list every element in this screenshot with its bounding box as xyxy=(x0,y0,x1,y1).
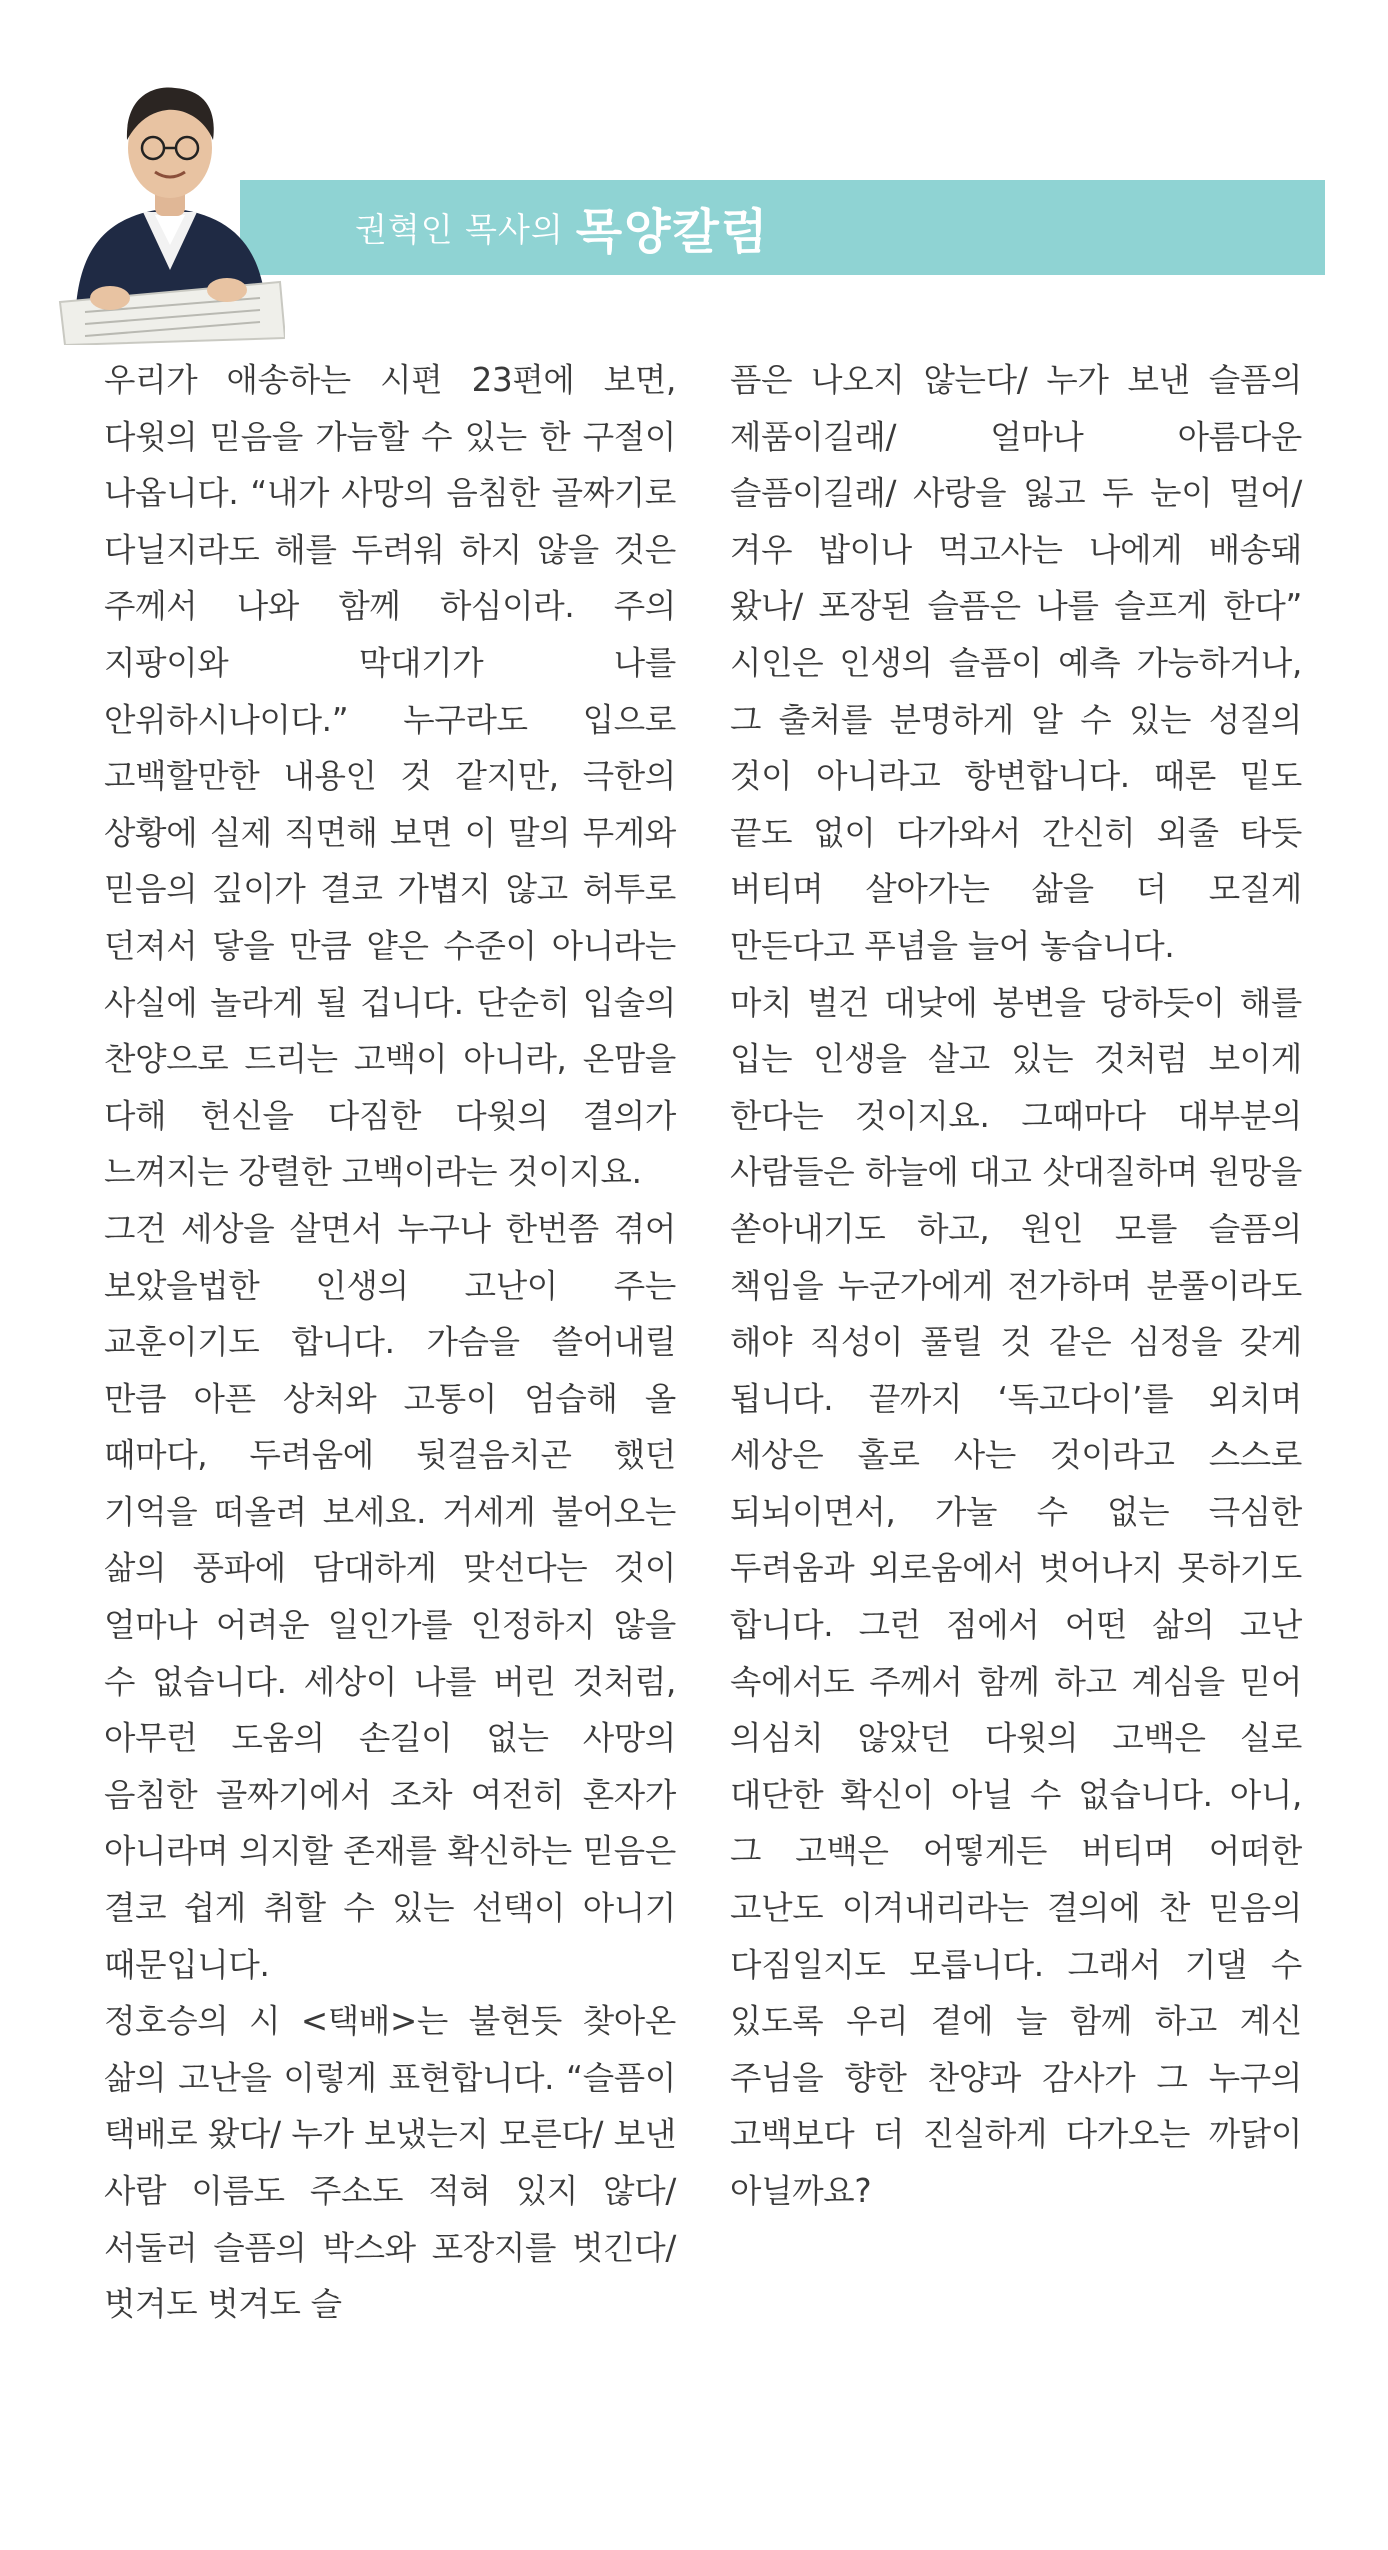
column-left xyxy=(104,352,676,2333)
column-header xyxy=(355,180,769,275)
left-paragraph-3: 정호승의 시 <택배>는 불현듯 찾아온 삶의 고난을 이렇게 표현합니다. “슬픔이 택배로 왔다/ 누가 보냈는지 모른다/ 보낸 사람 이름도 주소도 적혀 있지 않다/ 서둘러 슬픔의 박스와 포장지를 벗긴다/ 벗겨도 벗겨도 슬 xyxy=(104,2002,676,2324)
header-title: 목양칼럼 xyxy=(575,204,770,260)
right-paragraph-1: 픔은 나오지 않는다/ 누가 보낸 슬픔의 제품이길래/ 얼마나 아름다운 슬픔이길래/ 사랑을 잃고 두 눈이 멀어/ 겨우 밥이나 먹고사는 나에게 배송돼 왔나/ 포장된 슬픔은 나를 슬프게 한다” 시인은 인생의 슬픔이 예측 가능하거나, 그 출처를 분명하게 알 수 있는 성질의 것이 아니라고 항변합니다. 때론 밑도 끝도 없이 다가와서 간신히 외줄 타듯 버티며 살아가는 삶을 더 모질게 만든다고 푸념을 늘어 놓습니다. xyxy=(730,361,1302,965)
column-right xyxy=(730,352,1302,2220)
header-subtitle: 권혁인 목사의 xyxy=(355,210,564,249)
author-photo xyxy=(55,40,285,345)
left-paragraph-2: 그건 세상을 살면서 누구나 한번쯤 겪어 보았을법한 인생의 고난이 주는 교훈이기도 합니다. 가슴을 쓸어내릴 만큼 아픈 상처와 고통이 엄습해 올 때마다, 두려움에 뒷걸음치곤 했던 기억을 떠올려 보세요. 거세게 불어오는 삶의 풍파에 담대하게 맞선다는 것이 얼마나 어려운 일인가를 인정하지 않을 수 없습니다. 세상이 나를 버린 것처럼, 아무런 도움의 손길이 없는 사망의 음침한 골짜기에서 조차 여전히 혼자가 아니라며 의지할 존재를 확신하는 믿음은 결코 쉽게 취할 수 있는 선택이 아니기 때문입니다. xyxy=(104,1209,676,1984)
left-paragraph-1: 우리가 애송하는 시편 23편에 보면, 다윗의 믿음을 가늠할 수 있는 한 구절이 나옵니다. “내가 사망의 음침한 골짜기로 다닐지라도 해를 두려워 하지 않을 것은 주께서 나와 함께 하심이라. 주의 지팡이와 막대기가 나를 안위하시나이다.” 누구라도 입으로 고백할만한 내용인 것 같지만, 극한의 상황에 실제 직면해 보면 이 말의 무게와 믿음의 깊이가 결코 가볍지 않고 허투로 던져서 닿을 만큼 얕은 수준이 아니라는 사실에 놀라게 될 겁니다. 단순히 입술의 찬양으로 드리는 고백이 아니라, 온맘을 다해 헌신을 다짐한 다윗의 결의가 느껴지는 강렬한 고백이라는 것이지요. xyxy=(104,361,676,1192)
right-paragraph-2: 마치 벌건 대낮에 봉변을 당하듯이 해를 입는 인생을 살고 있는 것처럼 보이게 한다는 것이지요. 그때마다 대부분의 사람들은 하늘에 대고 삿대질하며 원망을 쏟아내기도 하고, 원인 모를 슬픔의 책임을 누군가에게 전가하며 분풀이라도 해야 직성이 풀릴 것 같은 심정을 갖게 됩니다. 끝까지 ‘독고다이’를 외치며 세상은 홀로 사는 것이라고 스스로 되뇌이면서, 가눌 수 없는 극심한 두려움과 외로움에서 벗어나지 못하기도 합니다. 그런 점에서 어떤 삶의 고난 속에서도 주께서 함께 하고 계심을 믿어 의심치 않았던 다윗의 고백은 실로 대단한 확신이 아닐 수 없습니다. 아니, 그 고백은 어떻게든 버티며 어떠한 고난도 이겨내리라는 결의에 찬 믿음의 다짐일지도 모릅니다. 그래서 기댈 수 있도록 우리 곁에 늘 함께 하고 계신 주님을 향한 찬양과 감사가 그 누구의 고백보다 더 진실하게 다가오는 까닭이 아닐까요? xyxy=(730,983,1302,2210)
